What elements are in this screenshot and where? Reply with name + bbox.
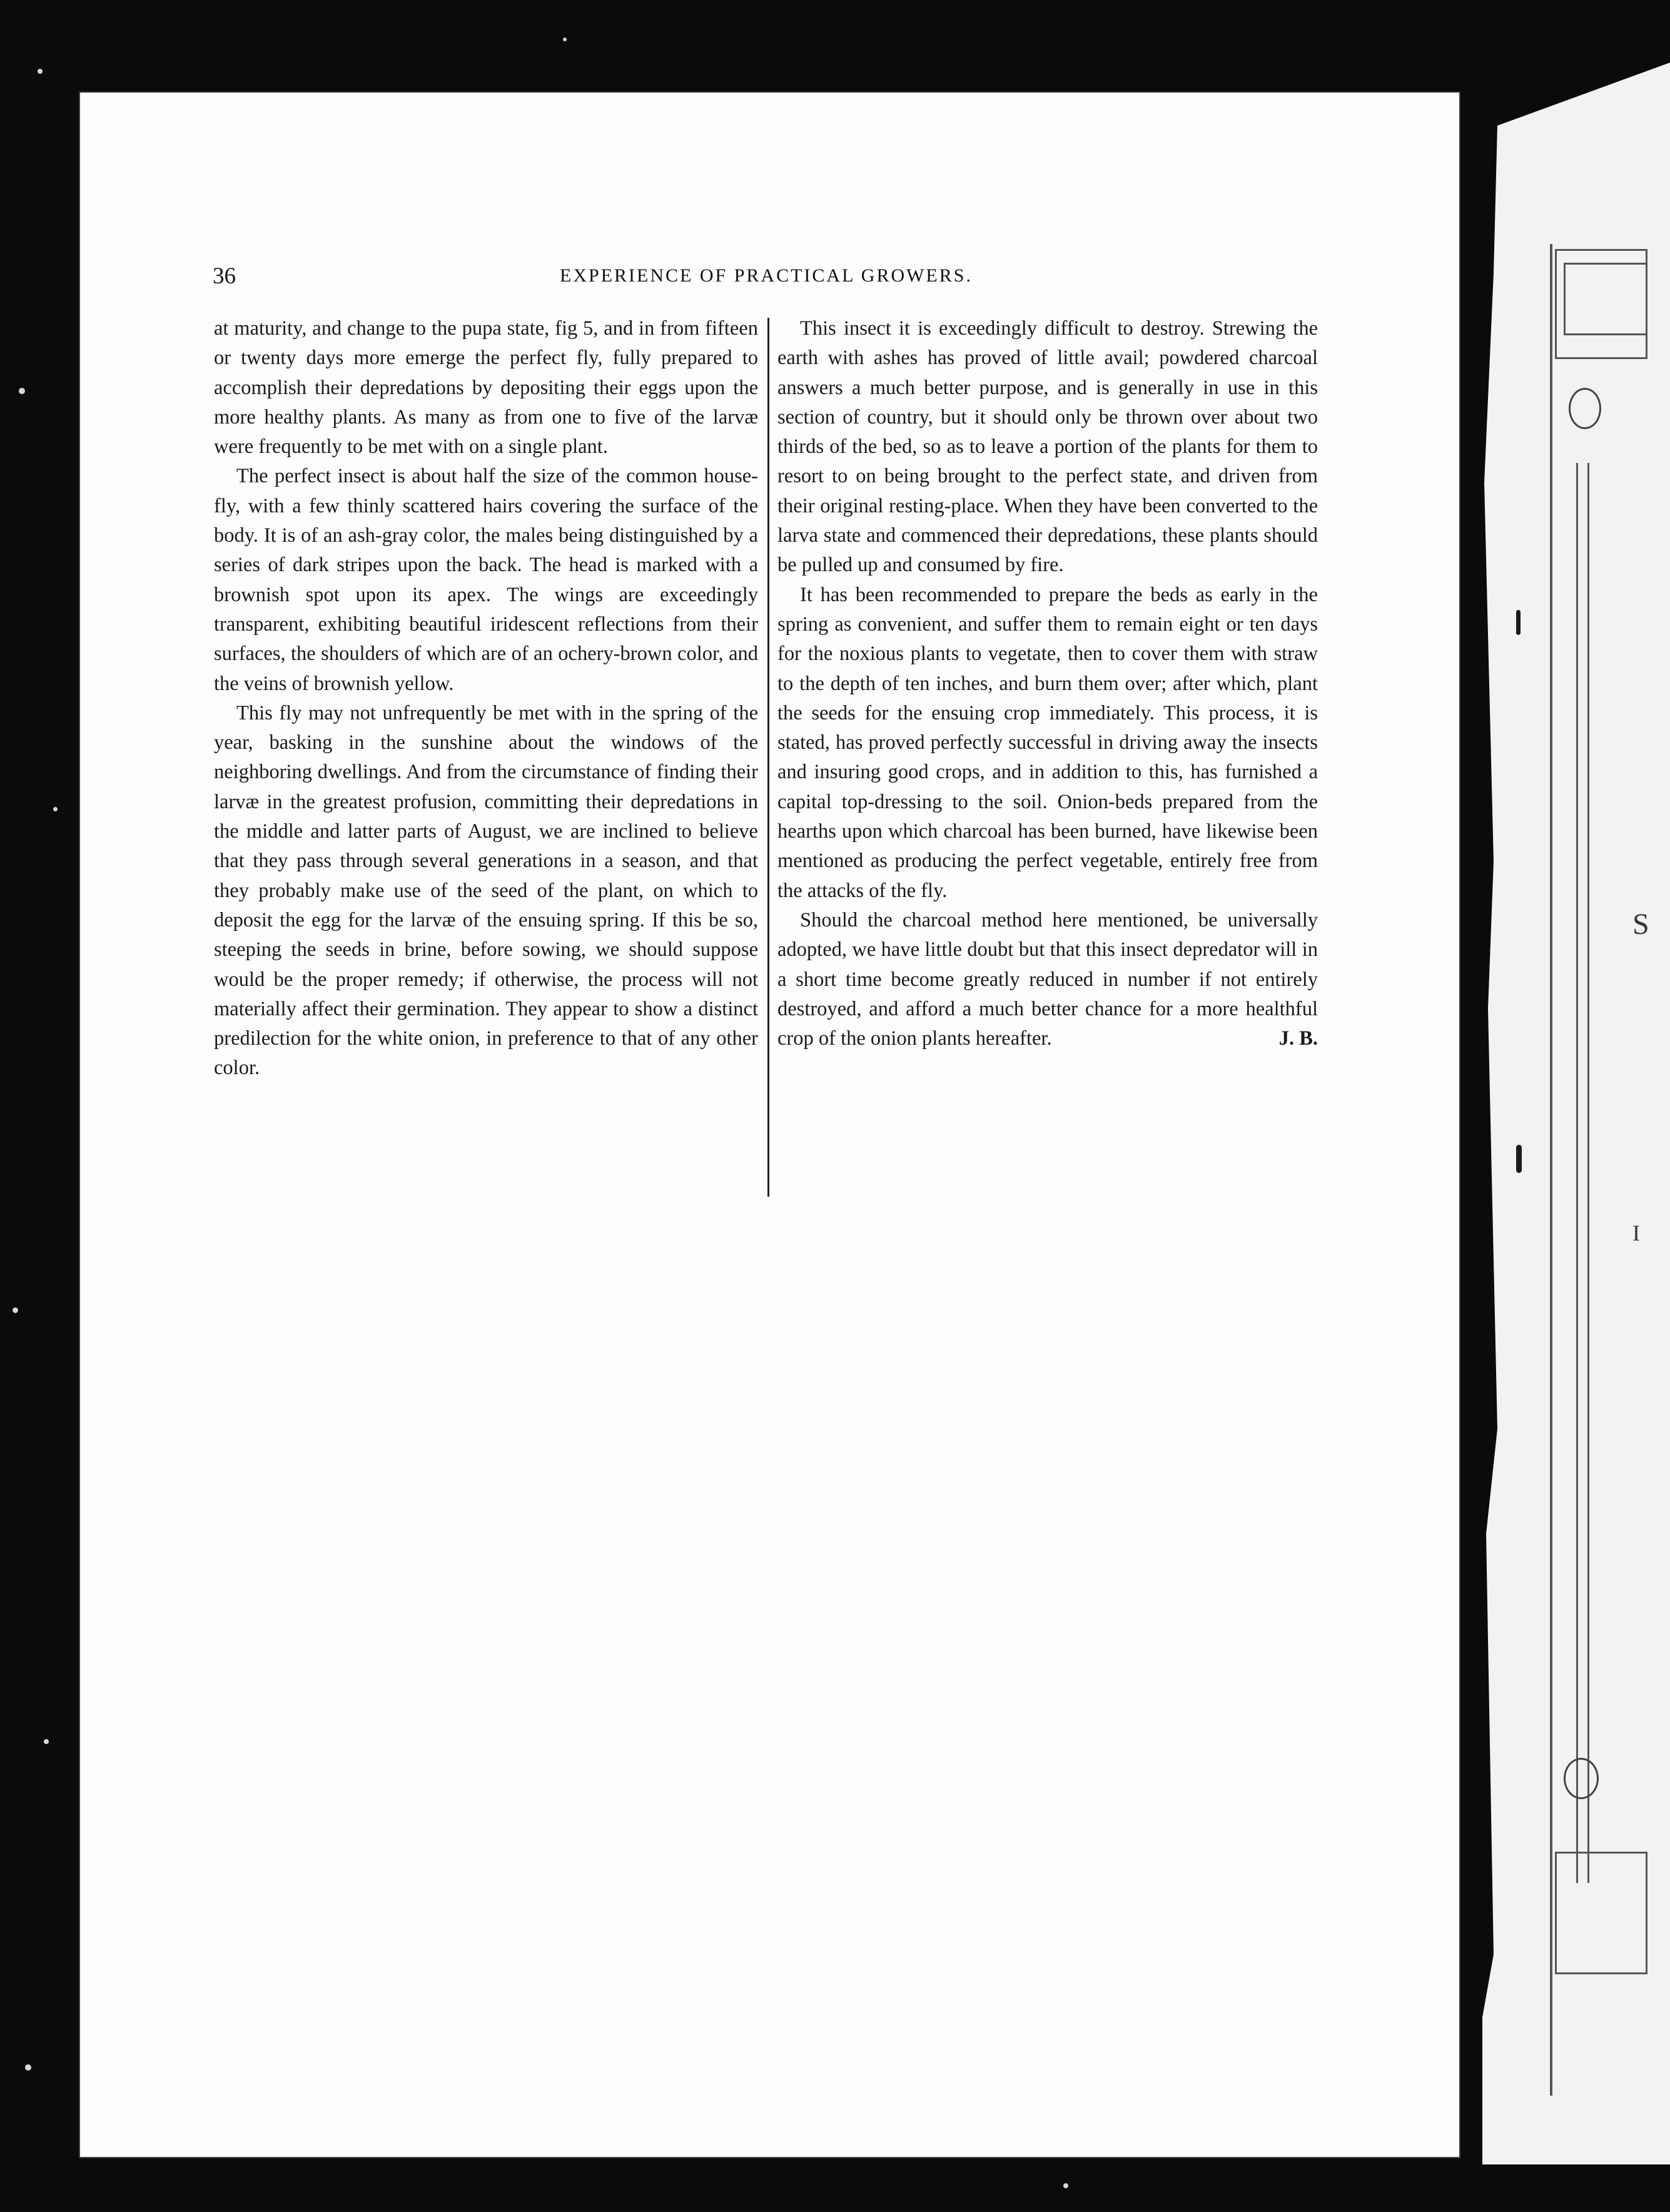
adjacent-page-glyph: S: [1632, 908, 1649, 941]
paragraph: The perfect insect is about half the size of the common house-fly, with a few thinly scattered hairs covering the surface of the body. It is of an ash-gray color, the males being distinguished by a series of dark stripes upon the back. The head is marked with a brownish spot upon its apex. The wings are exceedingly transparent, exhibiting beautiful iridescent reflections from their surfaces, the shoulders of which are of an ochery-brown color, and the veins of brownish yellow.: [214, 465, 758, 695]
right-column: [777, 314, 1318, 1053]
dust-speck: [38, 69, 43, 74]
paragraph-text: Should the charcoal method here mentioned, be universally adopted, we have little doubt but that this insect depredator will in a short time become greatly reduced in number if not entirely destroyed, and afford a much better chance for a more healthful crop of the onion plants hereafter.: [777, 908, 1318, 1050]
paragraph: It has been recommended to prepare the beds as early in the spring as convenient, and suffer them to remain eight or ten days for the noxious plants to vegetate, then to cover them with straw to the depth of ten inches, and burn them over; after which, plant the seeds for the ensuing crop immediately. This process, it is stated, has proved perfectly successful in driving away the insects and insuring good crops, and in addition to this, has furnished a capital top-dressing to the soil. Onion-beds prepared from the hearths upon which charcoal has been burned, have likewise been mentioned as producing the perfect vegetable, entirely free from the attacks of the fly.: [777, 583, 1318, 902]
ornamental-border-outer: [1550, 244, 1552, 2096]
paragraph: at maturity, and change to the pupa state, fig 5, and in from fifteen or twenty days more emerge the perfect fly, fully prepared to accomplish their depredations by depositing their eggs upon the more healthy plants. As many as from one to five of the larvæ were frequently to be met with on a single plant.: [214, 317, 758, 459]
paragraph: This insect it is exceedingly difficult to destroy. Strewing the earth with ashes has proved of little avail; powdered charcoal answers a much better purpose, and is generally in use in this section of country, but it should only be thrown over about two thirds of the bed, so as to leave a portion of the plants for them to resort to on being brought to the perfect state, and driven from their original resting-place. When they have been converted to the larva state and commenced their depredations, these plants should be pulled up and consumed by fire.: [777, 317, 1318, 577]
running-title: EXPERIENCE OF PRACTICAL GROWERS.: [560, 265, 973, 286]
author-signature: J. B.: [1278, 1027, 1318, 1050]
scroll-ornament: [1569, 388, 1601, 429]
column-rule: [767, 318, 769, 1197]
left-column: [214, 314, 758, 1083]
dust-speck: [53, 807, 58, 811]
page-number: 36: [213, 263, 236, 289]
paragraph-with-signature: [777, 906, 1318, 1053]
dust-speck: [19, 388, 25, 394]
paragraph: This fly may not unfrequently be met with in the spring of the year, basking in the sunshine about the windows of the neighboring dwellings. And from the circumstance of finding their larvæ in the greatest profusion, committing their depredations in the middle and latter parts of August, we are inclined to believe that they pass through several generations in a season, and that they probably make use of the seed of the plant, on which to deposit the egg for the larvæ of the ensuing spring. If this be so, steeping the seeds in brine, before sowing, we should suppose would be the proper remedy; if otherwise, the process will not materially affect their germination. They appear to show a distinct predilection for the white onion, in preference to that of any other color.: [214, 701, 758, 1080]
corner-ornament: [1555, 1852, 1647, 1974]
dust-speck: [13, 1307, 18, 1313]
adjacent-page-glyph: I: [1632, 1220, 1640, 1246]
scroll-ornament: [1564, 1758, 1599, 1799]
ornamental-border-inner: [1587, 463, 1589, 1883]
binding-mark: [1516, 1145, 1522, 1173]
corner-ornament: [1564, 263, 1647, 335]
binding-mark: [1516, 610, 1521, 635]
dust-speck: [44, 1739, 49, 1744]
dust-speck: [1063, 2183, 1068, 2188]
running-head: [213, 263, 1320, 288]
ornamental-border-inner: [1576, 463, 1578, 1883]
dust-speck: [563, 38, 567, 41]
dust-speck: [25, 2064, 31, 2071]
